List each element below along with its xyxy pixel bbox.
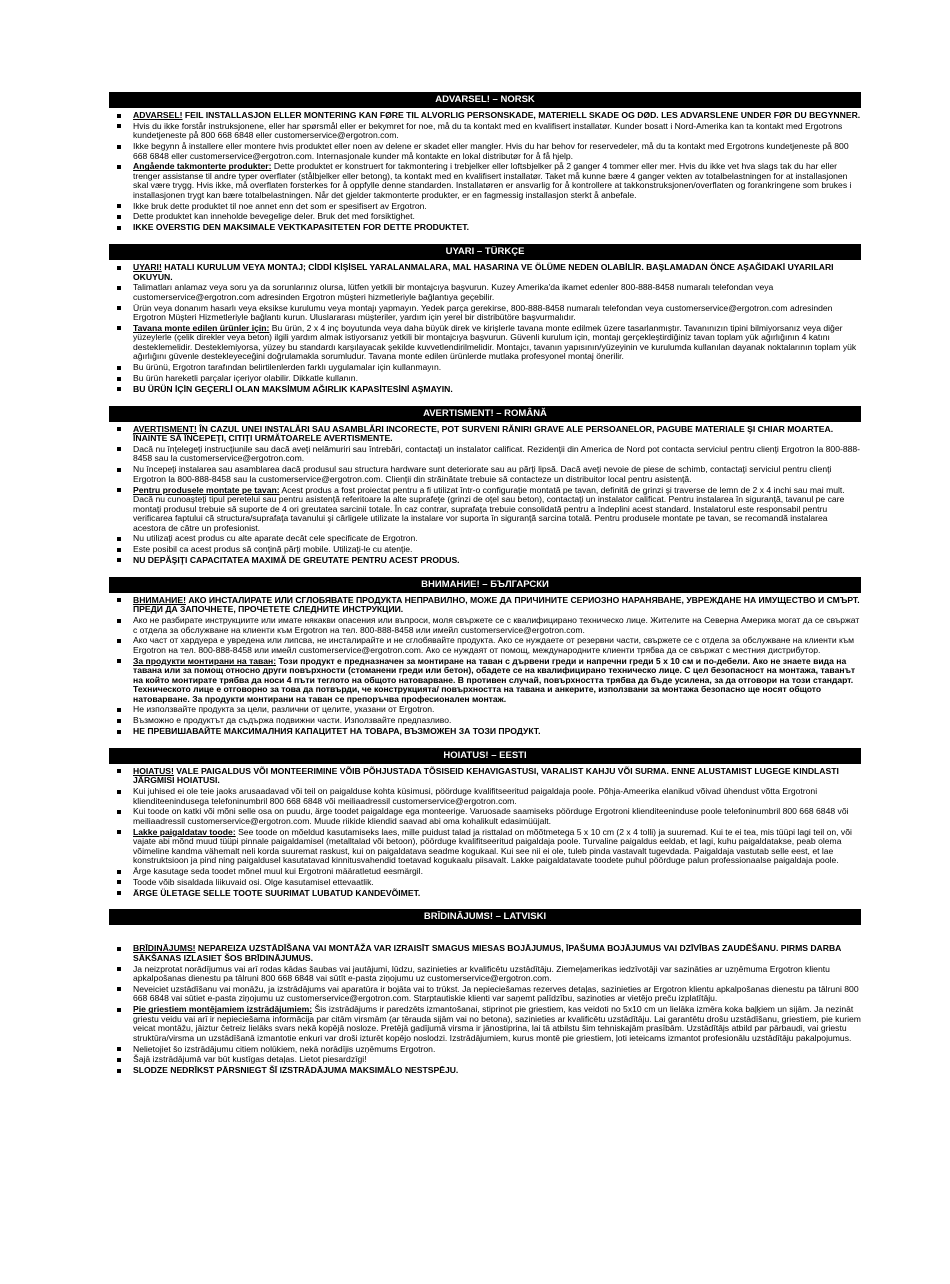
weight-capacity-warning (133, 889, 861, 899)
item-text: Bu ürün hareketli parçalar içeriyor olabilir. Dikkatle kullanın. (133, 373, 358, 384)
ceiling-mount-item (133, 828, 861, 866)
item-text: NU DEPĂŞIŢI CAPACITATEA MAXIMĂ DE GREUTATE PENTRU ACEST PRODUS. (133, 554, 460, 565)
warning-list (109, 944, 861, 1075)
item-text: See toode on mõeldud kasutamiseks laes, mille puidust talad ja risttalad on mõõtmetega 5 x 10 cm (2 x 4 tolli) ja suuremad. Kui te ei tea, mis tüüpi lagi teil on, või vajate abi mõnd muud tüüpi pinnale paigaldamisel (metalltalad või betoon), pöörduge kvalifitseeritud paigaldaja poole. Turvaline paigaldus eeldab, et lagi, kuhu paigaldatakse, peab olema võimeline kandma vähemalt neli korda suuremat raskust, kui on paigaldatava seadme kogukaal. Kui see nii ei ole, tuleb pinda vastavalt tugevdada. Paigaldaja vastutab selle eest, et lae konstruktsioon ja pind ning paigaldusel kasutatavad kinnitusvahendid toetavad kogukaalu piisavalt. Lakke paigaldatavate toodete puhul pöörduge palun professionaalse paigaldaja poole. (133, 826, 852, 866)
warning-list (109, 263, 861, 394)
item-lead: AVERTISMENT! (133, 423, 197, 434)
weight-capacity-warning (133, 556, 861, 566)
list-item (133, 142, 861, 161)
section-header: HOIATUS! – EESTI (109, 748, 861, 764)
ceiling-mount-item (133, 1005, 861, 1043)
list-item (133, 122, 861, 141)
item-text: Nelietojiet šo izstrādājumu citiem nolūkiem, nekā norādījis uzņēmums Ergotron. (133, 1043, 436, 1054)
list-item (133, 283, 861, 302)
item-text: BU ÜRÜN İÇİN GEÇERLİ OLAN MAKSİMUM AĞIRLIK KAPASİTESİNİ AŞMAYIN. (133, 383, 453, 394)
ceiling-mount-item (133, 657, 861, 705)
item-lead: За продукти монтирани на таван: (133, 655, 277, 666)
item-text: Този продукт е предназначен за монтиране на таван с дървени греди и напречни греди 5 х 10 см и по-дебели. Ако не знаете вида на тавана или за помощ относно други повърхности (стоманени греди или бетон), обадете се на квалифицирано техническо лице. С цел безопасност на монтажа, таванът на който монтирате трябва да носи 4 пъти теглото на общото натоварване. В противен случай, повърхността трябва да бъде усилена, за да отговори на този стандарт. Техническото лице е отговорно за това да потвърди, че конструкцията/ повърхността на тавана и анкерите, използвани за монтажа безопасно ще носят общото натоварване. За продукти монтирани на таван се препоръчва професионален монтаж. (133, 655, 856, 704)
list-item (133, 985, 861, 1004)
item-lead: HOIATUS! (133, 765, 174, 776)
item-text: Възможно е продуктът да съдържа подвижни части. Използвайте предпазливо. (133, 715, 452, 726)
list-item (133, 465, 861, 484)
item-text: Dette produktet er konstruert for takmontering i trebjelker eller loftsbjelker på 2 ganger 4 tommer eller mer. Hvis du ikke vet hva slags tak du har eller trenger assistanse til andre typer overflater (stålbjelker eller betong), ta kontakt med en kvalifisert installatør. Taket må kunne bære 4 ganger vekten av totalbelastningen for at installasjonen skal være trygg. Hvis ikke, må overflaten forsterkes for å oppfylle denne standarden. Installatøren er ansvarlig for å kontrollere at takkonstruksjonen/overflaten og forankringene som brukes i installasjonen trygt kan bære totalbelastningen. Når det gjelder takmonterte produkter, er en fagmessig installasjon sterkt å anbefale. (133, 161, 852, 200)
item-lead: UYARI! (133, 262, 162, 273)
item-text: NEPAREIZA UZSTĀDĪŠANA VAI MONTĀŽA VAR IZRAISĪT SMAGUS MIESAS BOJĀJUMUS, ĪPAŠUMA BOJĀJUMUS VAI DZĪVĪBAS ZAUDĒŠANU. PIRMS DARBA SĀKŠANAS IZLASIET ŠOS BRĪDINĀJUMUS. (133, 943, 842, 963)
warning-item (133, 111, 861, 121)
ceiling-mount-item (133, 486, 861, 534)
item-text: Nu utilizaţi acest produs cu alte aparate decât cele specificate de Ergotron. (133, 533, 418, 544)
item-text: Hvis du ikke forstår instruksjonene, eller har spørsmål eller er bekymret for noe, må du ta kontakt med en kvalifisert installatør. Kunder bosatt i Nord-Amerika kan ta kontakt med Ergotrons kundetjeneste på 800 668 6848 eller customerservice@ergotron.com. (133, 120, 843, 141)
weight-capacity-warning (133, 223, 861, 233)
item-text: Nu începeţi instalarea sau asamblarea dacă produsul sau structura hardware sunt deteriorate sau au părţi lipsă. Dacă aveţi nevoie de piese de schimb, contactaţi serviciul pentru clienţi Ergotron la 800-888-8458 sau la customerservice@ergotron.com. Clienţii din străinătate trebuie să contacteze un distribuitor local pentru asistenţă. (133, 464, 832, 484)
list-item (133, 374, 861, 384)
list-item (133, 545, 861, 555)
section-header: BRĪDINĀJUMS! – LATVISKI (109, 909, 861, 925)
item-text: Neveiciet uzstādīšanu vai monāžu, ja izstrādājums vai aparatūra ir bojāta vai to trūkst. Ja nepieciešamas rezerves detaļas, sazinieties ar Ergotron klientu apkalpošanas dienestu pa tālruni 800 668 6848 vai sūtiet e-pasta ziņojumu uz customerservice@ergotron.com. Starptautiskie klienti var saņemt palīdzību, sazinoties ar vietējo preču izplatītāju. (133, 983, 859, 1004)
item-text: IKKE OVERSTIG DEN MAKSIMALE VEKTKAPASITETEN FOR DETTE PRODUKTET. (133, 222, 469, 233)
ceiling-mount-item (133, 324, 861, 362)
item-text: Šis izstrādājums ir paredzēts izmantošanai, stiprinot pie griestiem, kas veidoti no 5x10 cm un lielāka izmēra koka baļķiem un sijām. Ja nezināt griestu veidu vai arī ir nepieciešama informācija par citām virsmām (ar tērauda sijām vai no betona), sazinieties ar kvalificētu uzstādītāju. Lai garantētu drošu uzstādīšanu, griestiem, pie kuriem veicat montāžu, jāiztur četreiz lielāks svars nekā kopējā nosloze. Pretējā gadījumā virsma ir jānostiprina, lai tā atbilstu šim tehniskajām prasībām. Uzstādītājs atbild par pārbaudi, vai griestu struktūra/virsma un uzstādīšanā izmantotie enkuri var droši izturēt kopējo noslodzi. Izstrādājumiem, kurus montē pie griestiem, ļoti ieteicams izmantot profesionālu uzstādītāju pakalpojumus. (133, 1004, 861, 1043)
list-item (133, 878, 861, 888)
warning-section-latviski (109, 909, 861, 1075)
item-text: Toode võib sisaldada liikuvaid osi. Olge kasutamisel ettevaatlik. (133, 876, 374, 887)
item-text: Не използвайте продукта за цели, различни от целите, указани от Ergotron. (133, 704, 435, 715)
section-header: AVERTISMENT! – ROMÂNĂ (109, 406, 861, 422)
item-text: ÄRGE ÜLETAGE SELLE TOOTE SUURIMAT LUBATUD KANDEVÕIMET. (133, 887, 421, 898)
item-text: ÎN CAZUL UNEI INSTALĂRI SAU ASAMBLĂRI INCORECTE, POT SURVENI RĂNIRI GRAVE ALE PERSOANELOR, PAGUBE MATERIALE ŞI CHIAR MOARTEA. ÎNAINTE SĂ ÎNCEPEŢI, CITIŢI URMĂTOARELE AVERTISMENTE. (133, 423, 834, 444)
list-item (133, 807, 861, 826)
warning-item (133, 596, 861, 615)
item-text: SLODZE NEDRĪKST PĀRSNIEGT ŠĪ IZSTRĀDĀJUMA MAKSIMĀLO NESTSPĒJU. (133, 1065, 459, 1076)
warning-item (133, 944, 861, 963)
item-text: Este posibil ca acest produs să conţină părţi mobile. Utilizaţi-le cu atenţie. (133, 544, 413, 555)
list-item (133, 363, 861, 373)
item-text: Bu ürünü, Ergotron tarafından belirtilenlerden farklı uygulamalar için kullanmayın. (133, 362, 442, 373)
section-spacer (109, 738, 861, 748)
warning-list (109, 596, 861, 737)
list-item (133, 705, 861, 715)
weight-capacity-warning (133, 385, 861, 395)
item-text: Kui juhised ei ole teie jaoks arusaadavad või teil on paigalduse kohta küsimusi, pöörduge kvalifitseeritud paigaldaja poole. Põhja-Ameerika elanikud võivad ühendust võtta Ergotroni klienditeenindusega telefoninumbril 800 668 6848 või meiliaadressil customerservice@ergotron.com. (133, 786, 818, 806)
list-item (133, 202, 861, 212)
section-header: ВНИМАНИЕ! – БЪЛГАРСКИ (109, 577, 861, 593)
list-item (133, 636, 861, 655)
list-item (133, 787, 861, 806)
item-lead: Lakke paigaldatav toode: (133, 826, 236, 837)
list-item (133, 616, 861, 635)
item-lead: Pie griestiem montējamiem izstrādājumiem: (133, 1004, 313, 1015)
warning-list (109, 767, 861, 898)
item-lead: Angående takmonterte produkter: (133, 161, 272, 172)
item-text: Dacă nu înţelegeţi instrucţiunile sau dacă aveţi nelămuriri sau întrebări, contactaţi un instalator calificat. Rezidenţii din America de Nord pot contacta serviciul pentru clienţi Ergotron la 800-888-8458 sau la customerservice@ergotron.com. (133, 443, 861, 464)
item-text: HATALI KURULUM VEYA MONTAJ; CİDDİ KİŞİSEL YARALANMALARA, MAL HASARINA VE ÖLÜME NEDEN OLABİLİR. BAŞLAMADAN ÖNCE AŞAĞIDAKİ UYARILARI OKUYUN. (133, 262, 834, 282)
section-spacer (109, 234, 861, 244)
item-text: Talimatları anlamaz veya soru ya da sorunlarınız olursa, lütfen yetkili bir montajcıya başvurun. Kuzey Amerika'da ikamet edenler 800-888-8458 numaralı telefondan veya customerservice@ergotron.com adresinden Ergotron müşteri hizmetleriyle bağlantıya geçebilir. (133, 282, 774, 302)
warning-section-norsk (109, 92, 861, 244)
item-text: Ja neizprotat norādījumus vai arī rodas kādas šaubas vai jautājumi, lūdzu, sazinieties ar kvalificētu uzstādītāju. Ziemeļamerikas iedzīvotāji var sazināties ar uzņēmuma Ergotron klientu apkalpošanas dienestu pa tālruni 800 668 6848 vai sūtīt e-pasta ziņojumu uz customerservice@ergotron.com. (133, 963, 830, 984)
item-text: Ако не разбирате инструкциите или имате някакви опасения или въпроси, моля свържете се с квалифицирано техническо лице. Жителите на Северна Америка могат да се свържат с отдела за обслужване на клиенти към Ergotron на тел. 800-888-8458 или имейл customerservice@ergotron.com. (133, 615, 860, 635)
warning-section-bulgarian (109, 577, 861, 748)
item-lead: ВНИМАНИЕ! (133, 594, 186, 605)
weight-capacity-warning (133, 727, 861, 737)
item-text: Ikke bruk dette produktet til noe annet enn det som er spesifisert av Ergotron. (133, 200, 427, 211)
item-text: VALE PAIGALDUS VÕI MONTEERIMINE VÕIB PÕHJUSTADA TÕSISEID KEHAVIGASTUSI, VARALIST KAHJU VÕI SURMA. ENNE ALUSTAMIST LUGEGE KINDLASTI JÄRGMISI HOIATUSI. (133, 765, 839, 786)
item-text: Acest produs a fost proiectat pentru a fi utilizat într-o configuraţie montată pe tavan, definită de grinzi şi traverse de lemn de 2 x 4 inchi sau mai mult. Dacă nu cunoaşteţi tipul peretelui sau pentru asistenţă referitoare la alte suprafeţe (grinzi de oţel sau beton), contactaţi un instalator calificat. Pentru instalarea în siguranţă, tavanul pe care montaţi produsul trebuie să suporte de 4 ori greutatea sarcinii totale. În caz contrar, suprafaţa trebuie consolidată pentru a îndeplini acest standard. Instalatorul este responsabil pentru verificarea faptului că structura/suprafaţa tavanului şi cârligele utilizate la instalare vor suporta în siguranţă sarcina totală. Pentru produsele montate pe tavan, se recomandă instalarea acestora de către un profesionist. (133, 484, 845, 533)
section-spacer (109, 567, 861, 577)
item-text: Ürün veya donanım hasarlı veya eksikse kurulumu veya montajı yapmayın. Yedek parça gerekirse, 800-888-8458 numaralı telefondan veya customerservice@ergotron.com adresinden Ergotron Müşteri Hizmetleriyle bağlantı kurun. Uluslararası müşteriler, yardım için yerel bir distribütöre başvurmalıdır. (133, 302, 833, 323)
item-text: Ärge kasutage seda toodet mõnel muul kui Ergotroni määratletud eesmärgil. (133, 866, 423, 876)
item-text: Ако част от хардуера е увредена или липсва, не инсталирайте и не сглобявайте продукта. Ако се нуждаете от резервни части, свържете се с отдела за обслужване на клиенти към Ergotron на тел. 800-888-8458 или имейл customerservice@ergotron.com. Ако се нуждаят от помощ, международните клиенти трябва да се свържат с местния дистрибутор. (133, 635, 855, 655)
warning-section-eesti (109, 748, 861, 910)
item-text: Bu ürün, 2 x 4 inç boyutunda veya daha büyük direk ve kirişlerle tavana monte edilmek üzere tasarlanmıştır. Tavanınızın tipini bilmiyorsanız veya diğer yüzeylerle (çelik direkler veya beton) ilgili yardım almak istiyorsanız yetkili bir montajcıya başvurun. Güvenli kurulum için, montajı gerçekleştirdiğiniz tavan toplam yük ağırlığının 4 katını desteklemelidir. Desteklemiyorsa, yüzey bu standardı karşılayacak şekilde kuvvetlendirilmelidir. Montajcı, tavanın yapısının/yüzeyinin ve kurulumda kullanılan dayanak noktalarının toplam yük ağırlığını güvenle destekleyeceğini doğrulamakla sorumludur. Tavana monte edilen ürünlerde mutlaka profesyonel montaj önerilir. (133, 322, 857, 362)
section-header: UYARI – TÜRKÇE (109, 244, 861, 260)
warning-section-romana (109, 406, 861, 577)
item-lead: BRĪDINĀJUMS! (133, 943, 196, 954)
warnings-document (109, 92, 861, 1077)
list-item (133, 304, 861, 323)
list-item (133, 534, 861, 544)
item-text: Kui toode on katki või mõni selle osa on puudu, ärge toodet paigaldage ega monteerige. Varuosade saamiseks pöörduge Ergotroni klienditeeninduse poole telefoninumbril 800 668 6848 või meiliaadressil customerservice@ergotron.com. Muude riikide kliendid saavad abi oma kohalikult edasimüüjalt. (133, 806, 849, 826)
section-spacer (109, 396, 861, 406)
warning-section-turkce (109, 244, 861, 406)
ceiling-mount-item (133, 162, 861, 200)
list-item (133, 445, 861, 464)
item-text: FEIL INSTALLASJON ELLER MONTERING KAN FØRE TIL ALVORLIG PERSONSKADE, MATERIELL SKADE OG DØD. LES ADVARSLENE UNDER FØR DU BEGYNNER. (182, 110, 861, 120)
list-item (133, 212, 861, 222)
weight-capacity-warning (133, 1066, 861, 1076)
item-text: НЕ ПРЕВИШАВАЙТЕ МАКСИМАЛНИЯ КАПАЦИТЕТ НА ТОВАРА, ВЪЗМОЖЕН ЗА ТОЗИ ПРОДУКТ. (133, 726, 541, 737)
section-spacer (109, 899, 861, 909)
warning-item (133, 263, 861, 282)
section-header: ADVARSEL! – NORSK (109, 92, 861, 108)
item-text: Ikke begynn å installere eller montere hvis produktet eller noen av delene er skadet eller mangler. Hvis du har behov for reservedeler, må du ta kontakt med Ergotrons kundetjeneste på 800 668 6848 eller customerservice@ergotron.com. Internasjonale kunder må kontakte en lokal distributør for å få hjelp. (133, 141, 849, 161)
warning-list (109, 111, 861, 233)
warning-item (133, 425, 861, 444)
item-text: АКО ИНСТАЛИРАТЕ ИЛИ СГЛОБЯВАТЕ ПРОДУКТА НЕПРАВИЛНО, МОЖЕ ДА ПРИЧИНИТЕ СЕРИОЗНО НАРАНЯВАНЕ, УВРЕЖДАНЕ НА ИМУЩЕСТВО И СМЪРТ. ПРЕДИ ДА ЗАПОЧНЕТЕ, ПРОЧЕТЕТЕ СЛЕДНИТЕ ИНСТРУКЦИИ. (133, 594, 860, 615)
item-lead: Pentru produsele montate pe tavan: (133, 484, 280, 495)
list-item (133, 716, 861, 726)
item-lead: ADVARSEL! (133, 110, 183, 120)
item-lead: Tavana monte edilen ürünler için: (133, 322, 270, 333)
warning-item (133, 767, 861, 786)
list-item (133, 867, 861, 877)
list-item (133, 1055, 861, 1065)
list-item (133, 1045, 861, 1055)
warning-list (109, 425, 861, 566)
item-text: Dette produktet kan inneholde bevegelige deler. Bruk det med forsiktighet. (133, 211, 415, 222)
list-item (133, 965, 861, 984)
item-text: Šajā izstrādājumā var būt kustīgas detaļas. Lietot piesardzīgi! (133, 1054, 367, 1065)
